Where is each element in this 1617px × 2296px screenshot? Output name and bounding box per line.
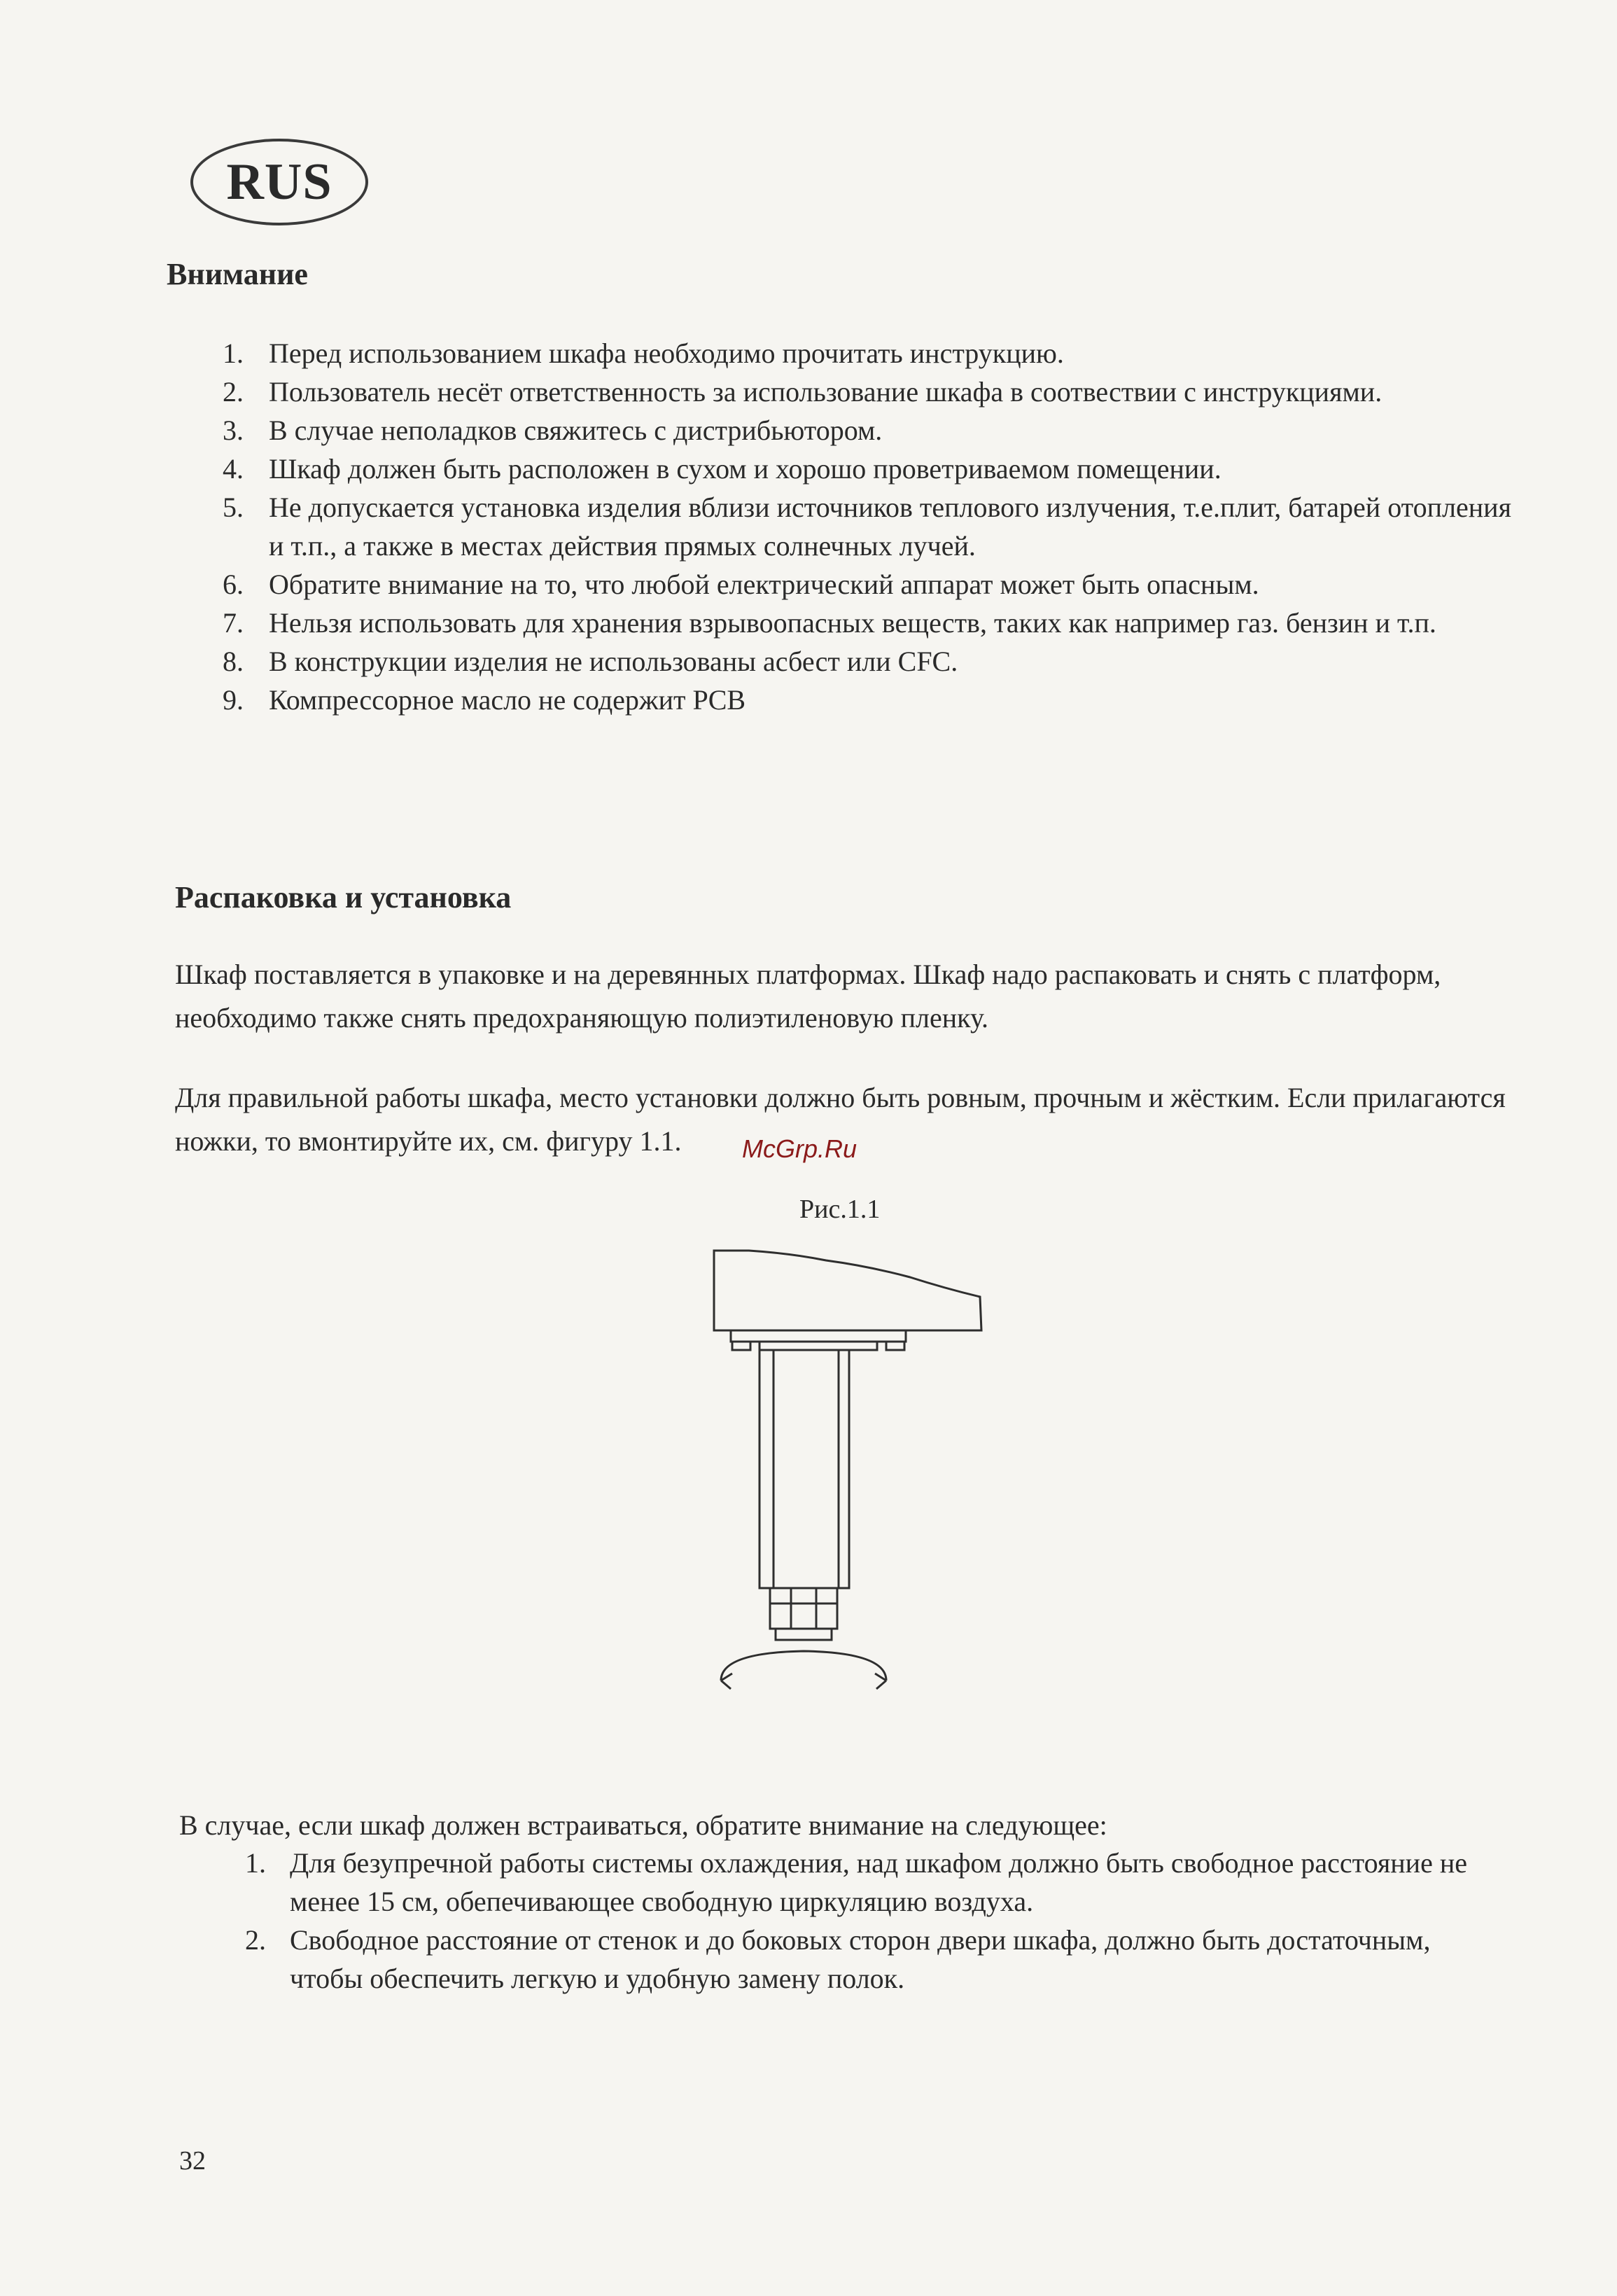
item-text: Компрессорное масло не содержит PCB (269, 684, 746, 716)
item-text: Нельзя использовать для хранения взрывоопасных веществ, таких как например газ. бензин и т.п. (269, 607, 1436, 639)
built-in-intro: В случае, если шкаф должен встраиваться, обратите внимание на следующее: (179, 1809, 1107, 1841)
watermark: McGrp.Ru (742, 1134, 858, 1163)
list-item (213, 373, 1529, 411)
built-in-list (235, 1844, 1544, 1998)
leveling-foot-figure (686, 1232, 1015, 1723)
list-item (213, 411, 1529, 450)
rotation-arrow (721, 1651, 886, 1681)
item-text: В конструкции изделия не использованы асбест или CFC. (269, 646, 958, 677)
list-item (213, 604, 1529, 642)
list-item (213, 681, 1529, 719)
list-item (213, 334, 1529, 373)
mounting-flange (731, 1330, 906, 1342)
item-number: 2. (223, 376, 244, 408)
item-text: Пользователь несёт ответственность за использование шкафа в соотвествии с инструкциями. (269, 376, 1382, 408)
unpacking-paragraph-1: Шкаф поставляется в упаковке и на деревянных платформах. Шкаф надо распаковать и снять с платформ, необходимо также снять предохраняющую полиэтиленовую пленку. (175, 959, 1441, 1034)
flange-nut-right (886, 1342, 904, 1350)
item-number: 2. (245, 1924, 266, 1956)
item-number: 5. (223, 492, 244, 523)
item-number: 9. (223, 684, 244, 716)
page-number: 32 (179, 2146, 206, 2176)
list-item (235, 1921, 1544, 1998)
attention-heading: Внимание (167, 257, 308, 291)
cabinet-base-fragment (714, 1251, 981, 1330)
flange-nut-left (732, 1342, 750, 1350)
adjust-nut (770, 1588, 837, 1629)
foot-pad (776, 1629, 832, 1640)
language-badge: RUS (190, 139, 368, 225)
attention-list (213, 334, 1529, 719)
list-item (235, 1844, 1544, 1921)
item-number: 6. (223, 569, 244, 600)
item-number: 3. (223, 415, 244, 446)
list-item (213, 565, 1529, 604)
list-item (213, 488, 1529, 565)
item-number: 1. (245, 1847, 266, 1879)
list-item (213, 450, 1529, 488)
unpacking-paragraph-2: Для правильной работы шкафа, место установки должно быть ровным, прочным и жёстким. Если прилагаются ножки, то вмонтируйте их, см. фигуру 1.1. (175, 1082, 1506, 1157)
item-text: Не допускается установка изделия вблизи источников теплового излучения, т.е.плит, батарей отопления и т.п., а также в местах действия прямых солнечных лучей. (269, 492, 1511, 562)
item-number: 7. (223, 607, 244, 639)
item-number: 1. (223, 338, 244, 369)
unpacking-heading: Распаковка и установка (175, 880, 512, 914)
list-item (213, 642, 1529, 681)
item-number: 8. (223, 646, 244, 677)
item-text: Обратите внимание на то, что любой електрический аппарат может быть опасным. (269, 569, 1259, 600)
item-text: В случае неполадков свяжитесь с дистрибьютором. (269, 415, 883, 446)
foot-shaft (760, 1342, 877, 1350)
item-text: Для безупречной работы системы охлаждения, над шкафом должно быть свободное расстояние не менее 15 см, обепечивающее свободную циркуляцию воздуха. (290, 1847, 1467, 1917)
item-text: Перед использованием шкафа необходимо прочитать инструкцию. (269, 338, 1064, 369)
item-number: 4. (223, 453, 244, 485)
item-text: Свободное расстояние от стенок и до боковых сторон двери шкафа, должно быть достаточным, чтобы обеспечить легкую и удобную замену полок. (290, 1924, 1431, 1994)
figure-caption: Рис.1.1 (799, 1195, 881, 1224)
item-text: Шкаф должен быть расположен в сухом и хорошо проветриваемом помещении. (269, 453, 1222, 485)
